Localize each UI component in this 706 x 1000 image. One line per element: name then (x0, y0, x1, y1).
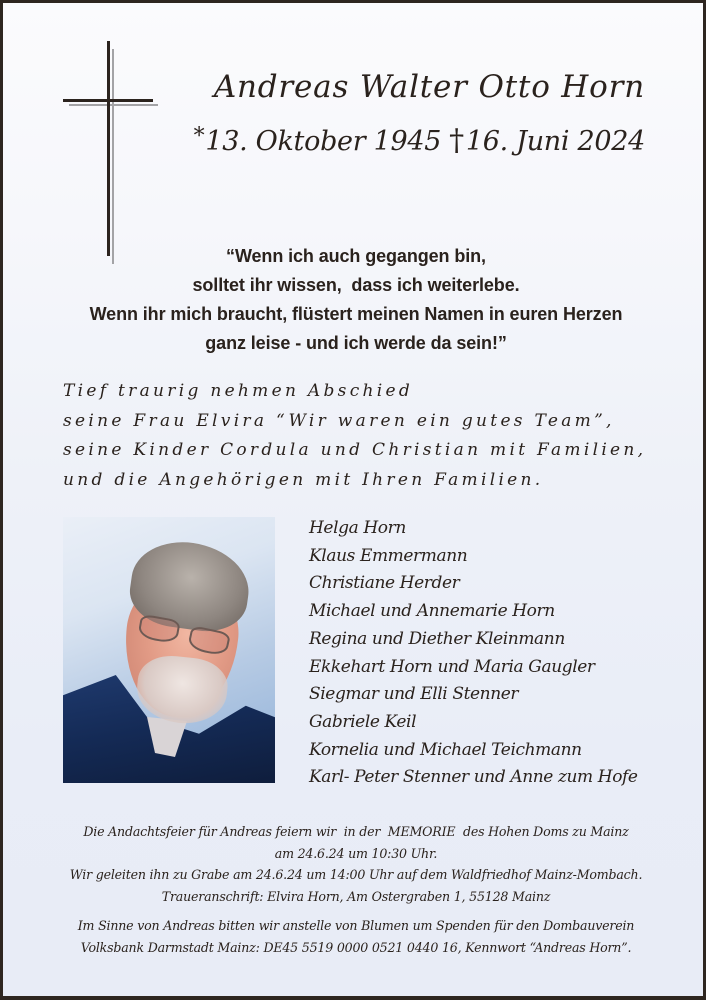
cross-shadow-horizontal (69, 104, 158, 106)
relative-name: Ekkehart Horn und Maria Gaugler (309, 656, 595, 677)
mourning-address: Traueranschrift: Elvira Horn, Am Ostergraben 1, 55128 Mainz (161, 888, 551, 904)
mourners-intro (63, 377, 646, 495)
mourners-line: seine Kinder Cordula und Christian mit Familien, (63, 440, 647, 461)
relative-name: Karl- Peter Stenner und Anne zum Hofe (309, 767, 638, 788)
service-line: Die Andachtsfeier für Andreas feiern wir in der MEMORIE des Hohen Doms zu Mainz (83, 824, 629, 839)
cross-shadow-vertical (112, 49, 114, 264)
deceased-name: Andreas Walter Otto Horn (213, 69, 645, 105)
portrait-photo (63, 517, 275, 783)
quote-line: Wenn ihr mich braucht, flüstert meinen Namen in euren Herzen (89, 304, 623, 324)
cross-vertical-bar (107, 41, 110, 256)
quote-line: “Wenn ich auch gegangen bin, (226, 246, 486, 266)
birth-date: 13. Oktober 1945 (205, 126, 442, 157)
relative-name: Michael und Annemarie Horn (309, 601, 555, 622)
mourners-line: Tief traurig nehmen Abschied (63, 381, 414, 401)
service-line: Wir geleiten ihn zu Grabe am 24.6.24 um 14:00 Uhr auf dem Waldfriedhof Mainz-Mombach. (69, 867, 643, 882)
bank-details: Volksbank Darmstadt Mainz: DE45 5519 0000 0521 0440 16, Kennwort “Andreas Horn”. (80, 940, 632, 955)
relative-name: Klaus Emmermann (309, 545, 468, 566)
relative-name: Christiane Herder (309, 573, 460, 594)
donation-line: Im Sinne von Andreas bitten wir anstelle von Blumen um Spenden für den Dombauverein (77, 918, 635, 933)
death-date: 16. Juni 2024 (465, 126, 645, 157)
cross-horizontal-bar (63, 99, 153, 102)
memorial-quote (3, 242, 703, 358)
service-line: am 24.6.24 um 10:30 Uhr. (274, 845, 438, 861)
obituary-notice (3, 3, 703, 996)
life-dates (194, 123, 645, 158)
latin-cross-icon (3, 3, 173, 273)
quote-line: solltet ihr wissen, dass ich weiterlebe. (192, 275, 520, 295)
quote-line: ganz leise - und ich werde da sein!” (205, 333, 507, 353)
relative-name: Siegmar und Elli Stenner (309, 684, 519, 705)
mourners-line: und die Angehörigen mit Ihren Familien. (63, 469, 544, 490)
relative-name: Gabriele Keil (309, 711, 417, 732)
death-dagger-icon: † (449, 123, 464, 158)
birth-star-icon: * (193, 124, 205, 149)
relatives-list (309, 515, 638, 792)
donation-request (3, 915, 703, 959)
service-details (3, 821, 703, 907)
relative-name: Kornelia und Michael Teichmann (309, 739, 582, 760)
mourners-line: seine Frau Elvira “Wir waren ein gutes Team”, (63, 410, 615, 431)
relative-name: Regina und Diether Kleinmann (309, 628, 565, 649)
relative-name: Helga Horn (309, 518, 406, 538)
